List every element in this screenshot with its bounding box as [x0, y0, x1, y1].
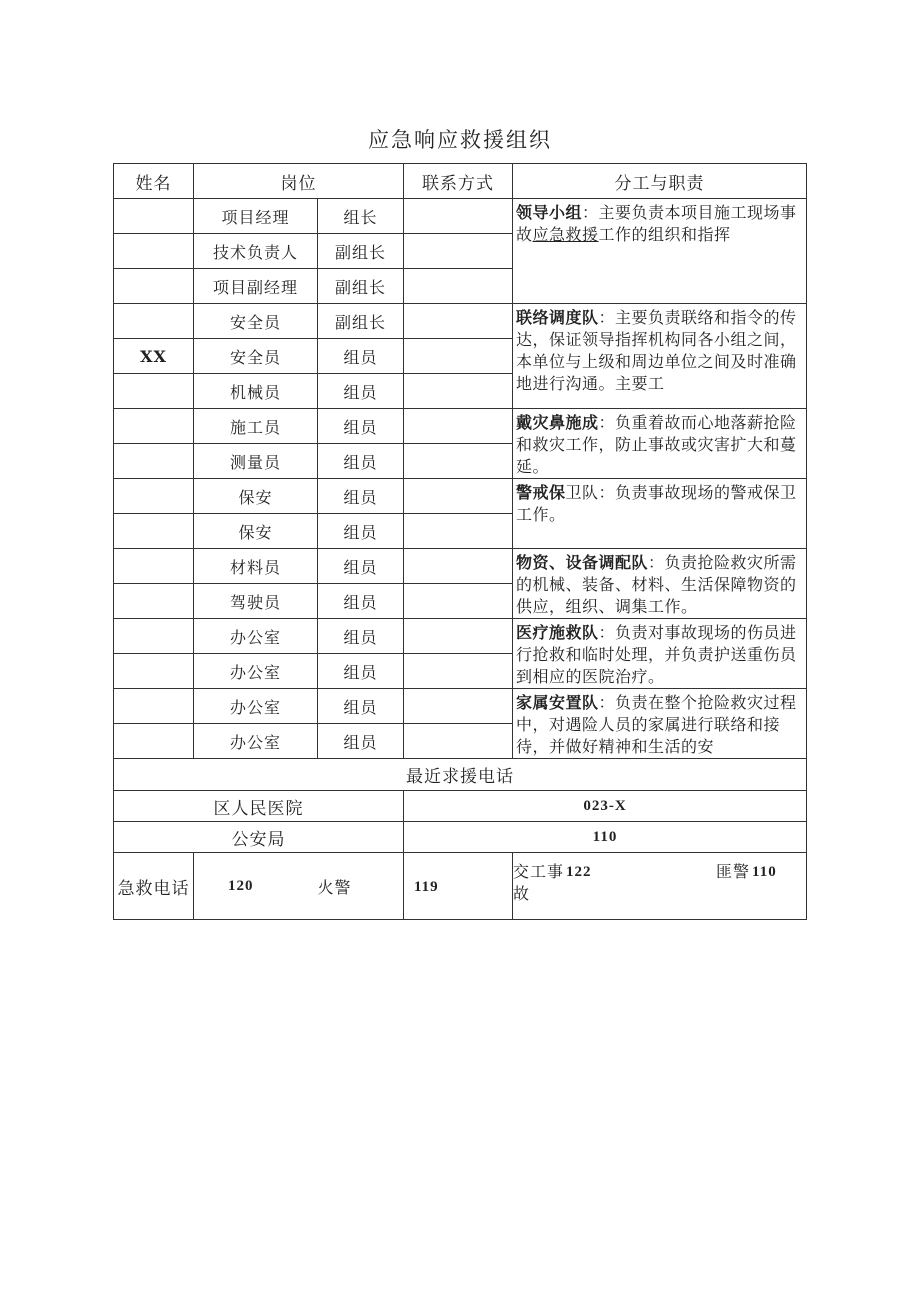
- hospital-row: [114, 791, 807, 822]
- traffic-number: 122: [566, 864, 592, 880]
- name-cell: [114, 409, 194, 444]
- duty-rescue: 戴灾鼻施成：负重着故而心地落薪抢险和救灾工作，防止事故或灾害扩大和蔓延。: [513, 409, 807, 479]
- contact-cell: [404, 689, 513, 724]
- name-cell: [114, 654, 194, 689]
- emergency-fire-cell: [194, 853, 404, 920]
- duty-family: 家属安置队：负责在整个抢险救灾过程中，对遇险人员的家属进行联络和接待，并做好精神和生活的安: [513, 689, 807, 759]
- contact-cell: [404, 514, 513, 549]
- police-label: 公安局: [114, 822, 404, 853]
- contact-cell: [404, 584, 513, 619]
- contact-cell: [404, 409, 513, 444]
- name-cell: [114, 619, 194, 654]
- table-row: [114, 304, 807, 339]
- role-cell: 组员: [318, 654, 404, 689]
- duty-supplies: 物资、设备调配队：负责抢险救灾所需的机械、装备、材料、生活保障物资的供应，组织、调集工作。: [513, 549, 807, 619]
- contact-cell: [404, 619, 513, 654]
- header-post: 岗位: [194, 164, 404, 199]
- contact-cell: [404, 479, 513, 514]
- police-row: [114, 822, 807, 853]
- post-cell: 项目副经理: [194, 269, 318, 304]
- post-cell: 办公室: [194, 724, 318, 759]
- post-cell: 项目经理: [194, 199, 318, 234]
- name-cell: [114, 689, 194, 724]
- role-cell: 副组长: [318, 234, 404, 269]
- contact-cell: [404, 374, 513, 409]
- bandit-police-label: 匪警: [716, 862, 751, 881]
- name-cell: [114, 444, 194, 479]
- duty-liaison: 联络调度队：主要负责联络和指令的传达，保证领导指挥机构同各小组之间，本单位与上级和周边单位之间及时准确地进行沟通。主要工: [513, 304, 807, 409]
- name-cell: [114, 199, 194, 234]
- rescue-organization-table: [113, 163, 807, 920]
- contact-cell: [404, 654, 513, 689]
- table-row: [114, 619, 807, 654]
- header-contact: 联系方式: [404, 164, 513, 199]
- traffic-label-cont: 故: [513, 884, 531, 903]
- traffic-label: 交工事: [513, 862, 565, 881]
- name-cell: [114, 549, 194, 584]
- role-cell: 组员: [318, 584, 404, 619]
- emergency-label: 急救电话: [114, 853, 194, 920]
- role-cell: 组员: [318, 619, 404, 654]
- role-cell: 组员: [318, 689, 404, 724]
- role-cell: 组员: [318, 514, 404, 549]
- hospital-phone: 023-X: [404, 791, 807, 822]
- post-cell: 材料员: [194, 549, 318, 584]
- post-cell: 驾驶员: [194, 584, 318, 619]
- name-cell: [114, 374, 194, 409]
- table-row: [114, 199, 807, 234]
- name-cell: [114, 479, 194, 514]
- nearest-heading: 最近求援电话: [114, 759, 807, 791]
- role-cell: 组员: [318, 409, 404, 444]
- role-cell: 组员: [318, 479, 404, 514]
- table-row: [114, 689, 807, 724]
- contact-cell: [404, 339, 513, 374]
- contact-cell: [404, 444, 513, 479]
- role-cell: 组员: [318, 339, 404, 374]
- contact-cell: [404, 549, 513, 584]
- police-phone: 110: [404, 822, 807, 853]
- emergency-traffic-cell: [513, 853, 807, 920]
- name-cell: [114, 584, 194, 619]
- table-row: [114, 409, 807, 444]
- contact-cell: [404, 269, 513, 304]
- name-cell: [114, 514, 194, 549]
- fire-number: 119: [414, 879, 439, 895]
- post-cell: 办公室: [194, 689, 318, 724]
- ambulance-number: 120: [228, 877, 254, 894]
- duty-medical: 医疗施救队：负责对事故现场的伤员进行抢救和临时处理，并负责护送重伤员到相应的医院治疗。: [513, 619, 807, 689]
- contact-cell: [404, 304, 513, 339]
- page-title: 应急响应救援组织: [368, 128, 552, 152]
- hospital-label: 区人民医院: [114, 791, 404, 822]
- role-cell: 组员: [318, 374, 404, 409]
- role-cell: 组员: [318, 724, 404, 759]
- post-cell: 测量员: [194, 444, 318, 479]
- header-name: 姓名: [114, 164, 194, 199]
- role-cell: 组长: [318, 199, 404, 234]
- duty-leadership: 领导小组：主要负责本项目施工现场事故应急救援工作的组织和指挥: [513, 199, 807, 304]
- emergency-row: [114, 853, 807, 920]
- duty-security: 警戒保卫队：负责事故现场的警戒保卫工作。: [513, 479, 807, 549]
- post-cell: 安全员: [194, 304, 318, 339]
- contact-cell: [404, 234, 513, 269]
- contact-cell: [404, 199, 513, 234]
- role-cell: 组员: [318, 444, 404, 479]
- name-cell: XX: [114, 339, 194, 374]
- header-row: [114, 164, 807, 199]
- role-cell: 副组长: [318, 269, 404, 304]
- nearest-heading-row: [114, 759, 807, 791]
- table-row: [114, 479, 807, 514]
- post-cell: 办公室: [194, 619, 318, 654]
- fire-label: 火警: [317, 877, 352, 897]
- header-duty: 分工与职责: [513, 164, 807, 199]
- post-cell: 安全员: [194, 339, 318, 374]
- name-cell: [114, 304, 194, 339]
- post-cell: 机械员: [194, 374, 318, 409]
- post-cell: 办公室: [194, 654, 318, 689]
- post-cell: 施工员: [194, 409, 318, 444]
- post-cell: 保安: [194, 479, 318, 514]
- bandit-police-number: 110: [752, 864, 777, 880]
- name-cell: [114, 234, 194, 269]
- post-cell: 保安: [194, 514, 318, 549]
- emergency-fire-number-cell: [404, 853, 513, 920]
- table-row: [114, 549, 807, 584]
- role-cell: 组员: [318, 549, 404, 584]
- contact-cell: [404, 724, 513, 759]
- name-cell: [114, 724, 194, 759]
- post-cell: 技术负责人: [194, 234, 318, 269]
- name-cell: [114, 269, 194, 304]
- role-cell: 副组长: [318, 304, 404, 339]
